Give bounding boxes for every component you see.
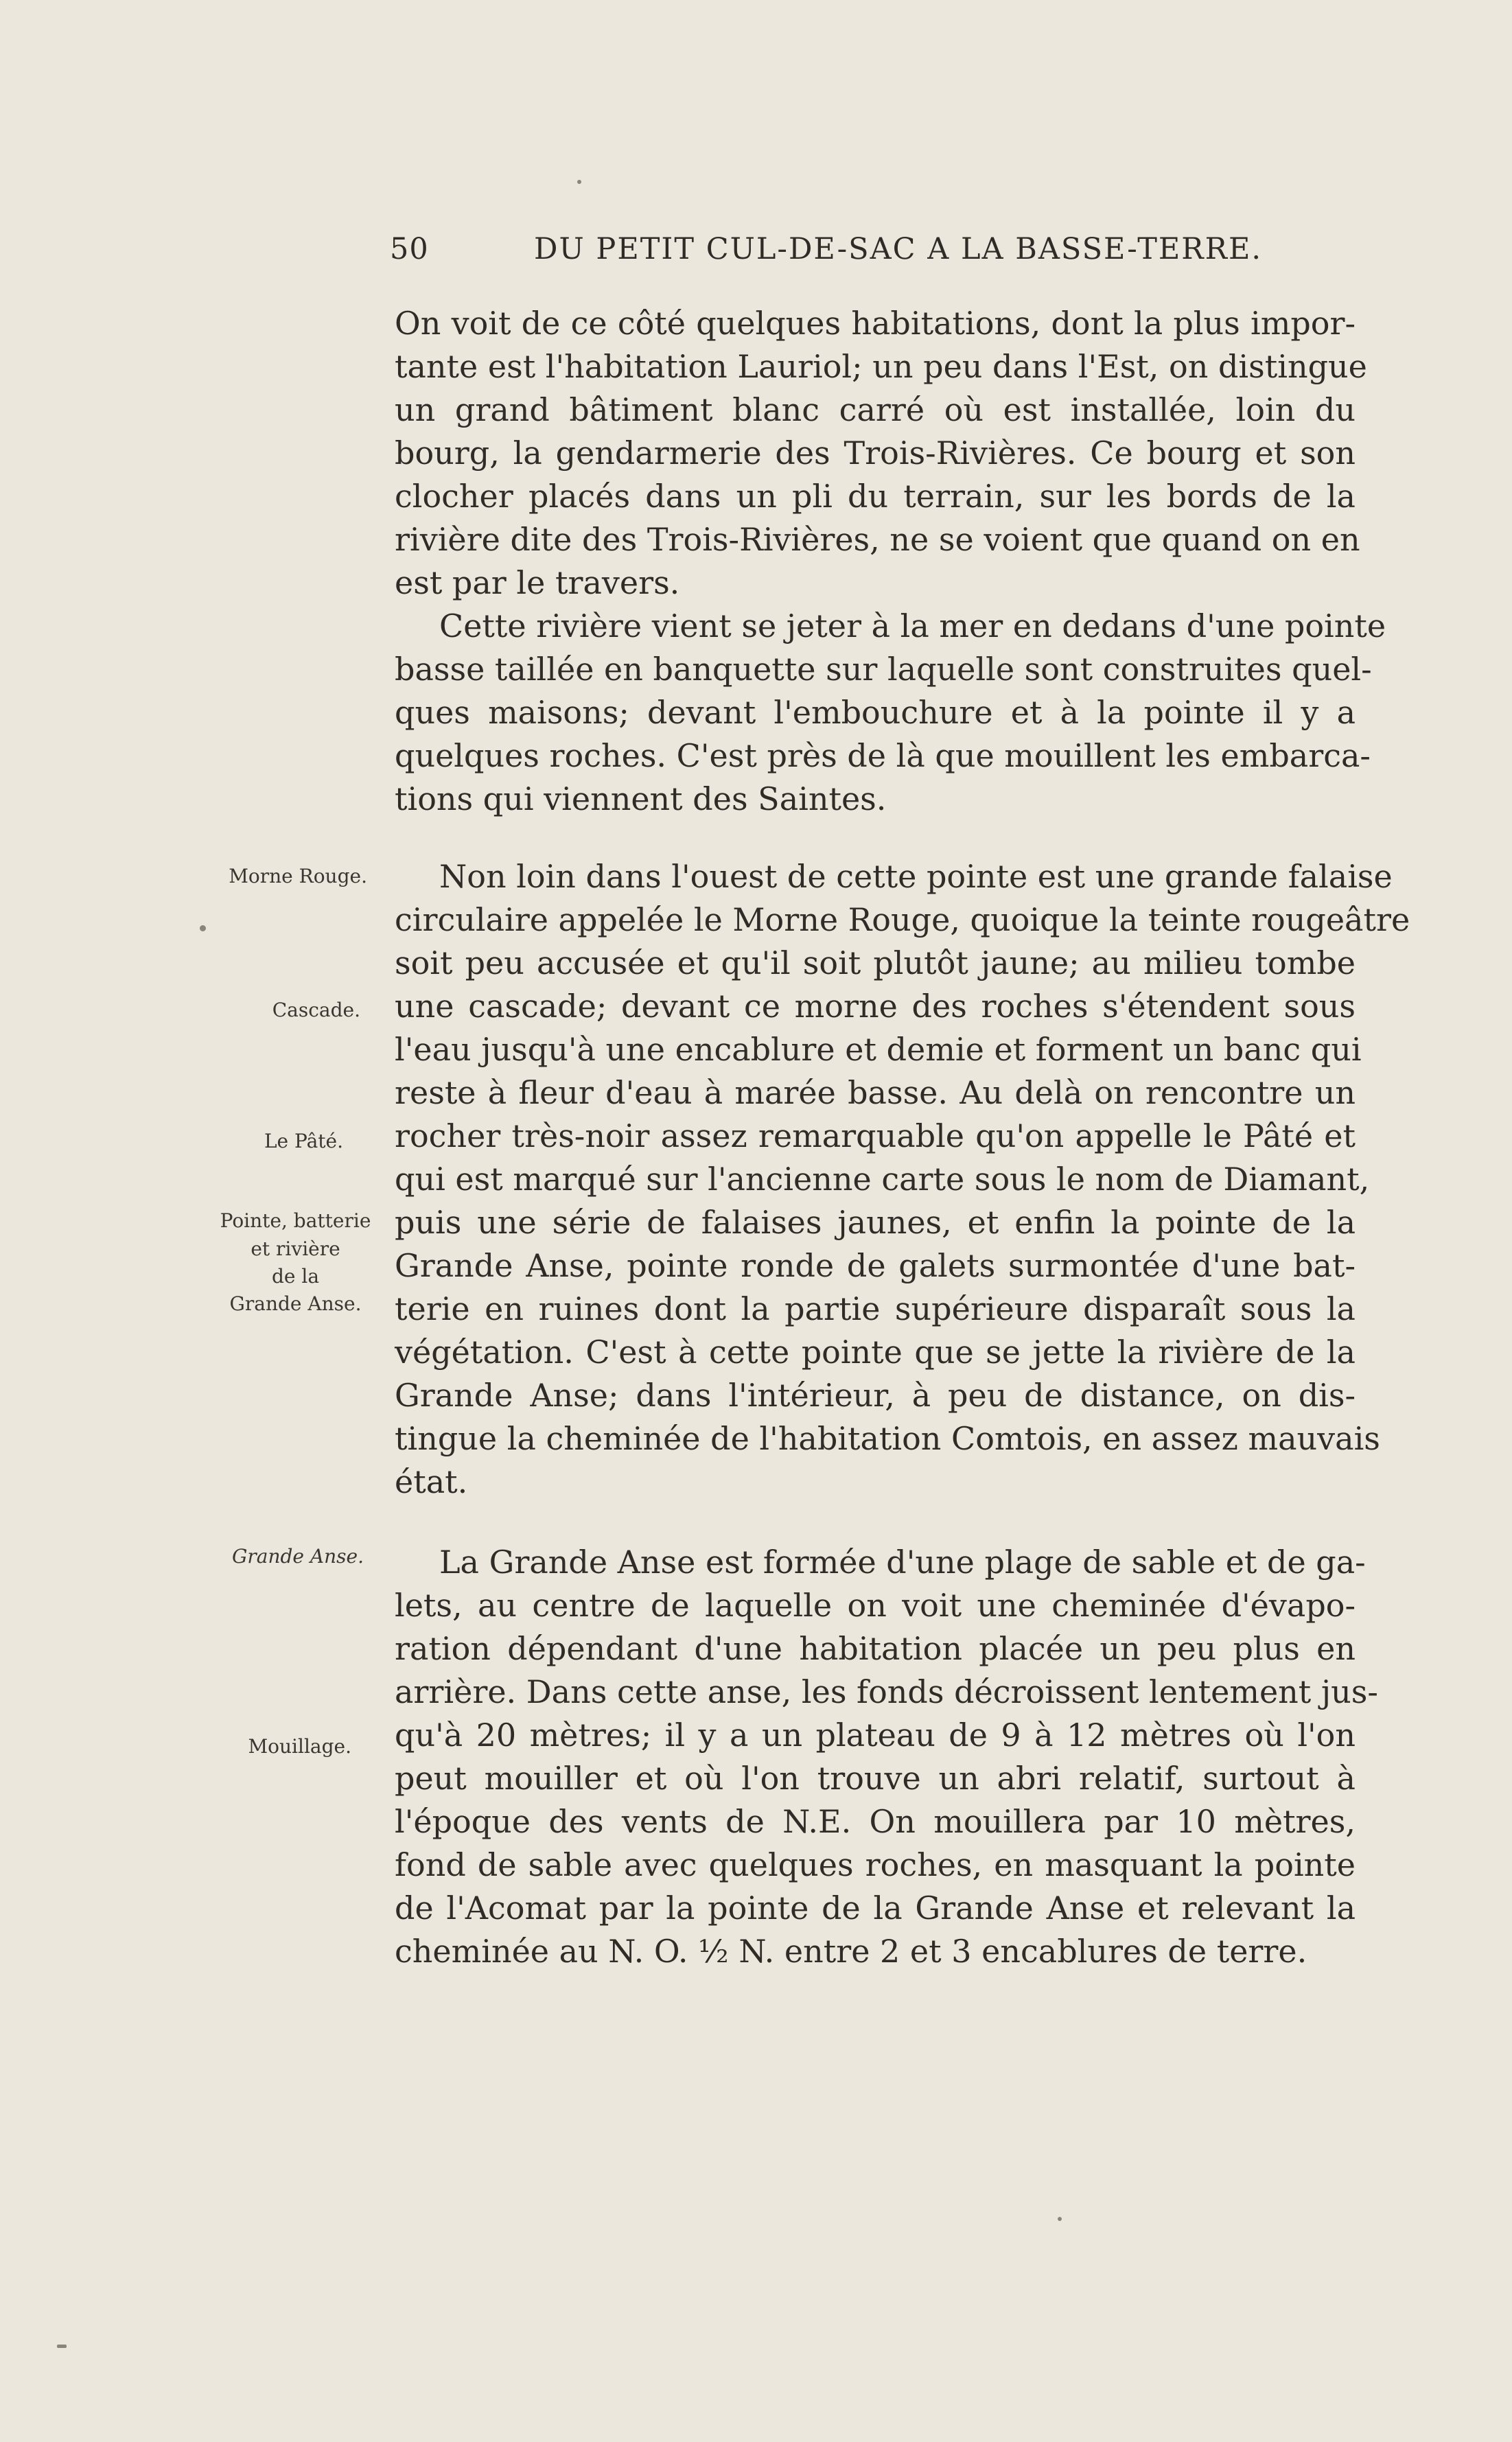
text-line: quelques roches. C'est près de là que mouillent les embarca- xyxy=(395,737,1371,774)
text-line: puis une série de falaises jaunes, et enfin la pointe de la xyxy=(395,1204,1356,1241)
text-line: l'époque des vents de N.E. On mouillera par 10 mètres, xyxy=(395,1803,1356,1840)
text-line: est par le travers. xyxy=(395,564,680,601)
paragraph-4 xyxy=(395,1541,1378,1973)
text-line: ration dépendant d'une habitation placée un peu plus en xyxy=(395,1630,1356,1667)
paragraph-2 xyxy=(395,605,1386,821)
paper-speck xyxy=(577,180,581,184)
text-line: qui est marqué sur l'ancienne carte sous le nom de Diamant, xyxy=(395,1161,1370,1198)
text-line: fond de sable avec quelques roches, en masquant la pointe xyxy=(395,1846,1356,1883)
text-line: Grande Anse; dans l'intérieur, à peu de distance, on dis- xyxy=(395,1377,1356,1414)
text-line: reste à fleur d'eau à marée basse. Au delà on rencontre un xyxy=(395,1074,1356,1111)
text-line: rocher très-noir assez remarquable qu'on appelle le Pâté et xyxy=(395,1117,1356,1154)
text-line: un grand bâtiment blanc carré où est installée, loin du xyxy=(395,391,1356,428)
text-line: une cascade; devant ce morne des roches s'étendent sous xyxy=(395,988,1356,1025)
text-line: soit peu accusée et qu'il soit plutôt jaune; au milieu tombe xyxy=(395,944,1356,981)
paper-speck xyxy=(200,925,206,931)
text-line: ques maisons; devant l'embouchure et à la pointe il y a xyxy=(395,694,1356,731)
text-line: tingue la cheminée de l'habitation Comtois, en assez mauvais xyxy=(395,1420,1380,1457)
margin-note-morne-rouge: Morne Rouge. xyxy=(229,865,367,887)
text-line: terie en ruines dont la partie supérieure disparaît sous la xyxy=(395,1290,1356,1327)
text-line: arrière. Dans cette anse, les fonds décroissent lentement jus- xyxy=(395,1673,1378,1710)
text-line: peut mouiller et où l'on trouve un abri relatif, surtout à xyxy=(395,1760,1356,1797)
text-line: l'eau jusqu'à une encablure et demie et forment un banc qui xyxy=(395,1031,1362,1068)
text-line: basse taillée en banquette sur laquelle sont construites quel- xyxy=(395,651,1372,688)
margin-note-pointe-line-1: Pointe, batterie xyxy=(220,1209,371,1232)
text-line: Grande Anse, pointe ronde de galets surmontée d'une bat- xyxy=(395,1247,1356,1284)
text-line: lets, au centre de laquelle on voit une cheminée d'évapo- xyxy=(395,1587,1356,1624)
text-line: Cette rivière vient se jeter à la mer en dedans d'une pointe xyxy=(439,607,1386,644)
text-line: Non loin dans l'ouest de cette pointe est une grande falaise xyxy=(439,858,1393,895)
text-line: cheminée au N. O. ½ N. entre 2 et 3 encablures de terre. xyxy=(395,1933,1307,1970)
margin-note-pointe-line-4: Grande Anse. xyxy=(229,1292,362,1315)
text-line: qu'à 20 mètres; il y a un plateau de 9 à 12 mètres où l'on xyxy=(395,1717,1356,1754)
page-header xyxy=(390,232,1364,273)
margin-note-pointe-line-3: de la xyxy=(271,1265,320,1288)
margin-note-mouillage: Mouillage. xyxy=(248,1735,351,1758)
paragraph-3 xyxy=(395,855,1410,1504)
text-line: état. xyxy=(395,1463,468,1500)
margin-note-pointe-line-2: et rivière xyxy=(251,1237,340,1260)
text-line: rivière dite des Trois-Rivières, ne se voient que quand on en xyxy=(395,521,1360,558)
text-line: La Grande Anse est formée d'une plage de sable et de ga- xyxy=(439,1544,1366,1581)
text-line: tante est l'habitation Lauriol; un peu dans l'Est, on distingue xyxy=(395,348,1367,385)
text-line: bourg, la gendarmerie des Trois-Rivières. Ce bourg et son xyxy=(395,434,1356,472)
paragraph-1 xyxy=(395,302,1367,605)
running-title: DU PETIT CUL-DE-SAC A LA BASSE-TERRE. xyxy=(534,232,1263,266)
text-line: végétation. C'est à cette pointe que se jette la rivière de la xyxy=(395,1334,1356,1371)
page-number: 50 xyxy=(390,232,429,266)
margin-note-le-pate: Le Pâté. xyxy=(264,1130,343,1152)
paper-speck xyxy=(1058,2217,1062,2221)
paper-speck xyxy=(57,2345,67,2348)
text-line: circulaire appelée le Morne Rouge, quoique la teinte rougeâtre xyxy=(395,901,1410,938)
text-line: tions qui viennent des Saintes. xyxy=(395,780,887,817)
text-line: On voit de ce côté quelques habitations, dont la plus impor- xyxy=(395,305,1356,342)
margin-note-cascade: Cascade. xyxy=(272,999,360,1021)
text-line: clocher placés dans un pli du terrain, sur les bords de la xyxy=(395,478,1356,515)
margin-note-grande-anse: Grande Anse. xyxy=(232,1545,364,1568)
text-line: de l'Acomat par la pointe de la Grande Anse et relevant la xyxy=(395,1889,1356,1927)
